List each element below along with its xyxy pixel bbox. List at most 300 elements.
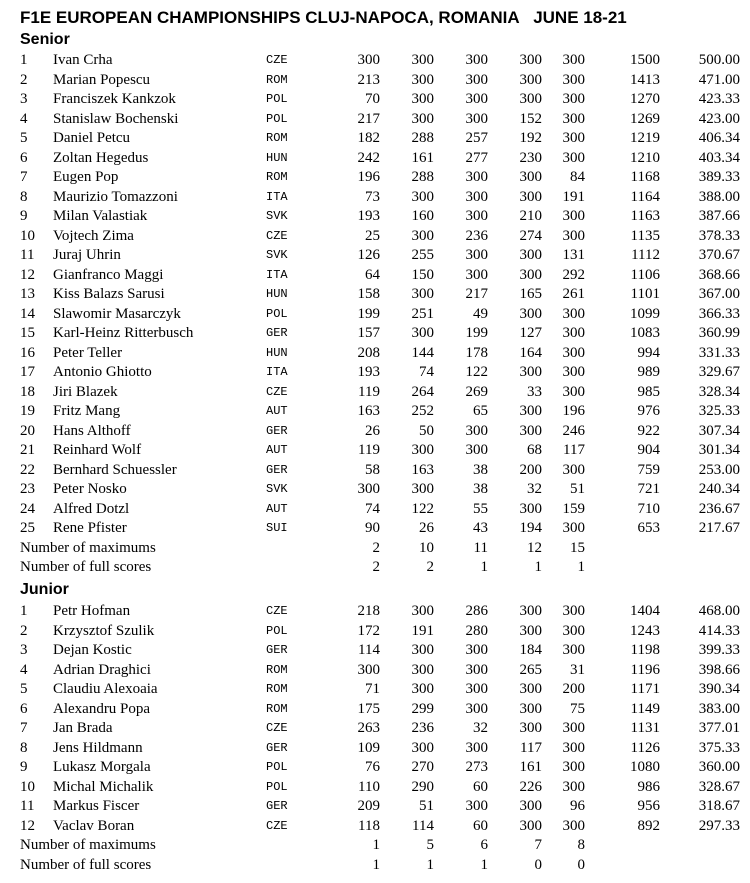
points-score: 240.34 [698,481,740,497]
competitor-name: Lukasz Morgala [53,759,151,775]
round-4-count: 0 [534,856,542,873]
table-row [0,207,750,227]
round-4-score: 165 [519,286,542,302]
round-1-score: 300 [357,52,380,68]
round-5-score: 51 [570,481,585,497]
round-2-score: 255 [411,247,434,263]
country-code: GER [266,423,288,438]
total-score: 1168 [630,169,660,185]
table-row [0,71,750,91]
competitor-name: Juraj Uhrin [53,247,121,263]
total-score: 956 [637,798,660,814]
round-2-score: 50 [419,422,434,439]
points-score: 406.34 [698,130,740,146]
total-score: 759 [637,461,660,478]
round-2-score: 300 [411,71,434,88]
round-3-score: 38 [473,481,488,497]
country-code: ITA [266,365,288,379]
rank-cell: 9 [20,759,28,775]
rank-cell: 5 [20,681,28,697]
round-1-score: 193 [357,364,380,380]
country-code: HUN [266,287,288,301]
country-code: SVK [266,248,288,262]
round-5-score: 191 [562,188,585,205]
round-3-score: 300 [465,700,488,717]
total-score: 1126 [630,739,660,756]
round-1-score: 119 [358,442,380,458]
table-row [0,461,750,481]
table-row [0,622,750,642]
round-3-score: 300 [465,169,488,185]
rank-cell: 8 [20,188,28,205]
round-5-score: 131 [562,247,585,263]
country-code: ROM [266,662,288,677]
round-3-score: 43 [473,520,488,536]
round-3-score: 236 [465,227,488,244]
country-code: CZE [266,604,288,618]
round-2-score: 300 [411,110,434,127]
competitor-name: Ivan Crha [53,52,113,68]
rank-cell: 8 [20,739,28,756]
round-2-score: 300 [411,188,434,205]
summary-row [0,539,750,559]
round-5-score: 159 [562,500,585,517]
round-5-score: 96 [570,798,585,814]
round-5-score: 300 [562,130,585,146]
total-score: 1269 [630,110,660,127]
table-row [0,422,750,442]
total-score: 1404 [630,603,660,619]
round-2-count: 5 [426,837,434,853]
total-score: 1219 [630,130,660,146]
table-row [0,402,750,422]
round-2-score: 51 [419,798,434,814]
round-2-count: 10 [419,539,434,556]
total-score: 1131 [630,720,660,736]
total-score: 1164 [630,188,660,205]
total-score: 976 [637,403,660,419]
round-1-score: 90 [365,520,380,536]
points-score: 383.00 [698,700,740,717]
rank-cell: 15 [20,325,35,341]
round-2-score: 74 [419,364,434,380]
round-4-score: 300 [519,603,542,619]
round-1-score: 58 [365,461,380,478]
round-3-score: 300 [465,188,488,205]
table-row [0,227,750,247]
round-4-score: 68 [527,442,542,458]
competitor-name: Krzysztof Szulik [53,622,155,639]
points-score: 378.33 [698,227,740,244]
round-2-score: 300 [411,442,434,458]
round-3-score: 300 [465,422,488,439]
rank-cell: 4 [20,110,28,127]
table-row [0,246,750,266]
rank-cell: 7 [20,720,28,736]
round-1-score: 110 [358,778,380,795]
points-score: 360.99 [698,325,740,341]
round-5-score: 300 [562,227,585,244]
round-4-score: 300 [519,817,542,834]
competitor-name: Markus Fiscer [53,798,140,814]
round-1-score: 76 [365,759,380,775]
country-code: GER [266,740,288,755]
round-3-score: 300 [465,91,488,107]
round-4-score: 152 [519,110,542,127]
round-2-score: 191 [411,622,434,639]
round-5-score: 300 [562,71,585,88]
round-5-score: 196 [562,403,585,419]
competitor-name: Bernhard Schuessler [53,461,177,478]
competitor-name: Adrian Draghici [53,661,151,678]
competitor-name: Eugen Pop [53,169,119,185]
total-score: 1135 [630,227,660,244]
round-1-score: 119 [358,383,380,400]
round-4-score: 127 [519,325,542,341]
points-score: 325.33 [698,403,740,419]
round-4-score: 300 [519,681,542,697]
round-1-score: 263 [357,720,380,736]
country-code: POL [266,306,288,321]
round-4-score: 230 [519,149,542,166]
rank-cell: 21 [20,442,35,458]
rank-cell: 11 [20,798,35,814]
round-5-score: 300 [562,325,585,341]
total-score: 1270 [630,91,660,107]
round-5-score: 300 [562,603,585,619]
competitor-name: Milan Valastiak [53,208,148,224]
rank-cell: 10 [20,227,35,244]
round-4-score: 300 [519,798,542,814]
round-2-score: 300 [411,52,434,68]
points-score: 423.00 [698,110,740,127]
round-1-score: 193 [357,208,380,224]
round-4-score: 161 [519,759,542,775]
round-2-score: 163 [411,461,434,478]
total-score: 1101 [630,286,660,302]
round-3-score: 32 [473,720,488,736]
country-code: GER [266,799,288,813]
competitor-name: Daniel Petcu [53,130,131,146]
total-score: 994 [637,344,660,361]
total-score: 721 [637,481,660,497]
round-2-score: 300 [411,286,434,302]
round-5-score: 300 [562,642,585,658]
round-3-score: 65 [473,403,488,419]
table-row [0,700,750,720]
round-3-score: 38 [473,461,488,478]
table-row [0,500,750,520]
rank-cell: 6 [20,700,28,717]
summary-row [0,836,750,856]
rank-cell: 3 [20,642,28,658]
rank-cell: 24 [20,500,35,517]
competitor-name: Slawomir Masarczyk [53,305,181,322]
round-4-score: 300 [519,91,542,107]
round-2-score: 300 [411,642,434,658]
competitor-name: Rene Pfister [53,520,127,536]
country-code: POL [266,760,288,774]
table-row [0,168,750,188]
round-3-score: 280 [465,622,488,639]
round-1-score: 26 [365,422,380,439]
round-1-score: 64 [365,266,380,283]
round-5-score: 300 [562,778,585,795]
competitor-name: Jan Brada [53,720,113,736]
country-code: GER [266,643,288,657]
rank-cell: 4 [20,661,28,678]
points-score: 403.34 [698,149,740,166]
round-3-score: 300 [465,442,488,458]
competitor-name: Reinhard Wolf [53,442,142,458]
table-row [0,51,750,71]
round-5-score: 200 [562,681,585,697]
round-1-count: 1 [372,837,380,853]
round-2-count: 2 [426,559,434,575]
country-code: SVK [266,209,288,223]
points-score: 375.33 [698,739,740,756]
round-3-score: 60 [473,817,488,834]
country-code: ROM [266,701,288,716]
round-2-score: 290 [411,778,434,795]
points-score: 377.01 [698,720,740,736]
table-row [0,441,750,461]
round-2-score: 300 [411,739,434,756]
round-4-score: 300 [519,500,542,517]
competitor-name: Peter Nosko [53,481,127,497]
rank-cell: 2 [20,71,28,88]
total-score: 985 [637,383,660,400]
round-4-score: 300 [519,52,542,68]
country-code: HUN [266,150,288,165]
competitor-name: Zoltan Hegedus [53,149,149,166]
round-3-score: 300 [465,661,488,678]
round-4-score: 300 [519,364,542,380]
round-5-score: 300 [562,383,585,400]
points-score: 331.33 [698,344,740,361]
points-score: 367.00 [698,286,740,302]
total-score: 1243 [630,622,660,639]
table-row [0,285,750,305]
country-code: AUT [266,501,288,516]
rank-cell: 6 [20,149,28,166]
country-code: ROM [266,682,288,696]
round-5-score: 300 [562,622,585,639]
points-score: 368.66 [698,266,740,283]
country-code: GER [266,326,288,340]
round-2-score: 160 [411,208,434,224]
table-row [0,344,750,364]
round-4-score: 200 [519,461,542,478]
round-1-score: 74 [365,500,380,517]
table-row [0,680,750,700]
country-code: CZE [266,53,288,67]
rank-cell: 25 [20,520,35,536]
points-score: 389.33 [698,169,740,185]
points-score: 301.34 [698,442,740,458]
rank-cell: 19 [20,403,35,419]
country-code: POL [266,779,288,794]
round-4-score: 184 [519,642,542,658]
round-3-score: 199 [465,325,488,341]
rank-cell: 18 [20,383,35,400]
round-1-score: 242 [357,149,380,166]
round-5-score: 84 [570,169,585,185]
country-code: ROM [266,72,288,87]
country-code: ITA [266,267,288,282]
round-3-score: 300 [465,739,488,756]
rank-cell: 20 [20,422,35,439]
round-1-score: 175 [357,700,380,717]
points-score: 297.33 [698,817,740,834]
table-row [0,797,750,817]
round-5-score: 300 [562,208,585,224]
results-title [20,8,627,28]
competitor-name: Hans Althoff [53,422,131,439]
round-1-score: 209 [357,798,380,814]
competitor-name: Vaclav Boran [53,817,135,834]
round-5-score: 300 [562,52,585,68]
competitor-name: Kiss Balazs Sarusi [53,286,165,302]
competitor-name: Maurizio Tomazzoni [53,188,178,205]
points-score: 366.33 [698,305,740,322]
round-4-score: 300 [519,622,542,639]
rank-cell: 1 [20,52,28,68]
competitor-name: Alfred Dotzl [53,500,130,517]
round-3-score: 49 [473,305,488,322]
table-row [0,324,750,344]
rank-cell: 12 [20,817,35,834]
junior-table [0,602,750,875]
round-2-score: 288 [411,130,434,146]
total-score: 1171 [630,681,660,697]
round-3-score: 217 [465,286,488,302]
round-3-score: 257 [465,130,488,146]
round-5-score: 300 [562,759,585,775]
points-score: 398.66 [698,661,740,678]
round-1-score: 300 [357,481,380,497]
round-3-score: 286 [465,603,488,619]
country-code: AUT [266,404,288,418]
round-3-score: 300 [465,247,488,263]
round-3-count: 6 [480,837,488,853]
points-score: 328.34 [698,383,740,400]
country-code: CZE [266,721,288,735]
rank-cell: 3 [20,91,28,107]
competitor-name: Michal Michalik [53,778,154,795]
competitor-name: Antonio Ghiotto [53,364,152,380]
country-code: POL [266,111,288,126]
round-4-score: 194 [519,520,542,536]
table-row [0,188,750,208]
points-score: 423.33 [698,91,740,107]
country-code: CZE [266,818,288,833]
points-score: 328.67 [698,778,740,795]
round-2-score: 252 [411,403,434,419]
total-score: 904 [637,442,660,458]
country-code: POL [266,92,288,106]
round-2-score: 300 [411,227,434,244]
total-score: 1106 [630,266,660,283]
rank-cell: 13 [20,286,35,302]
points-score: 370.67 [698,247,740,263]
competitor-name: Claudiu Alexoaia [53,681,158,697]
rank-cell: 17 [20,364,35,380]
total-score: 1149 [630,700,660,717]
points-score: 318.67 [698,798,740,814]
country-code: POL [266,623,288,638]
competitor-name: Petr Hofman [53,603,131,619]
total-score: 1083 [630,325,660,341]
summary-row [0,558,750,578]
total-score: 1163 [630,208,660,224]
round-4-score: 226 [519,778,542,795]
round-1-count: 2 [372,559,380,575]
points-score: 390.34 [698,681,740,697]
round-5-count: 0 [577,856,585,873]
total-score: 1210 [630,149,660,166]
rank-cell: 23 [20,481,35,497]
round-5-score: 300 [562,720,585,736]
country-code: ITA [266,189,288,204]
table-row [0,739,750,759]
rank-cell: 1 [20,603,28,619]
senior-heading: Senior [20,31,70,48]
junior-heading: Junior [20,581,69,598]
competitor-name: Jens Hildmann [53,739,143,756]
round-3-count: 1 [480,856,488,873]
competitor-name: Peter Teller [53,344,123,361]
round-5-score: 300 [562,305,585,322]
round-5-score: 75 [570,700,585,717]
round-5-score: 246 [562,422,585,439]
total-score: 1500 [630,52,660,68]
summary-row [0,856,750,876]
championship-date: JUNE 18-21 [533,8,627,27]
rank-cell: 16 [20,344,35,361]
round-5-score: 300 [562,91,585,107]
round-5-score: 31 [570,661,585,678]
round-4-score: 32 [527,481,542,497]
table-row [0,480,750,500]
round-1-score: 218 [357,603,380,619]
rank-cell: 14 [20,305,35,322]
round-1-score: 71 [365,681,380,697]
total-score: 986 [637,778,660,795]
rank-cell: 22 [20,461,35,478]
round-1-score: 172 [357,622,380,639]
round-4-score: 300 [519,422,542,439]
total-score: 1196 [630,661,660,678]
round-3-count: 11 [473,539,488,556]
competitor-name: Franciszek Kankzok [53,91,176,107]
round-1-score: 70 [365,91,380,107]
rank-cell: 12 [20,266,35,283]
round-4-score: 300 [519,169,542,185]
round-3-score: 277 [465,149,488,166]
round-4-score: 210 [519,208,542,224]
country-code: ROM [266,131,288,145]
round-4-score: 300 [519,71,542,88]
competitor-name: Vojtech Zima [53,227,134,244]
round-5-score: 300 [562,344,585,361]
round-1-score: 196 [357,169,380,185]
competitor-name: Jiri Blazek [53,383,118,400]
round-5-score: 117 [563,442,585,458]
points-score: 387.66 [698,208,740,224]
round-1-score: 114 [358,642,380,658]
round-4-score: 300 [519,720,542,736]
